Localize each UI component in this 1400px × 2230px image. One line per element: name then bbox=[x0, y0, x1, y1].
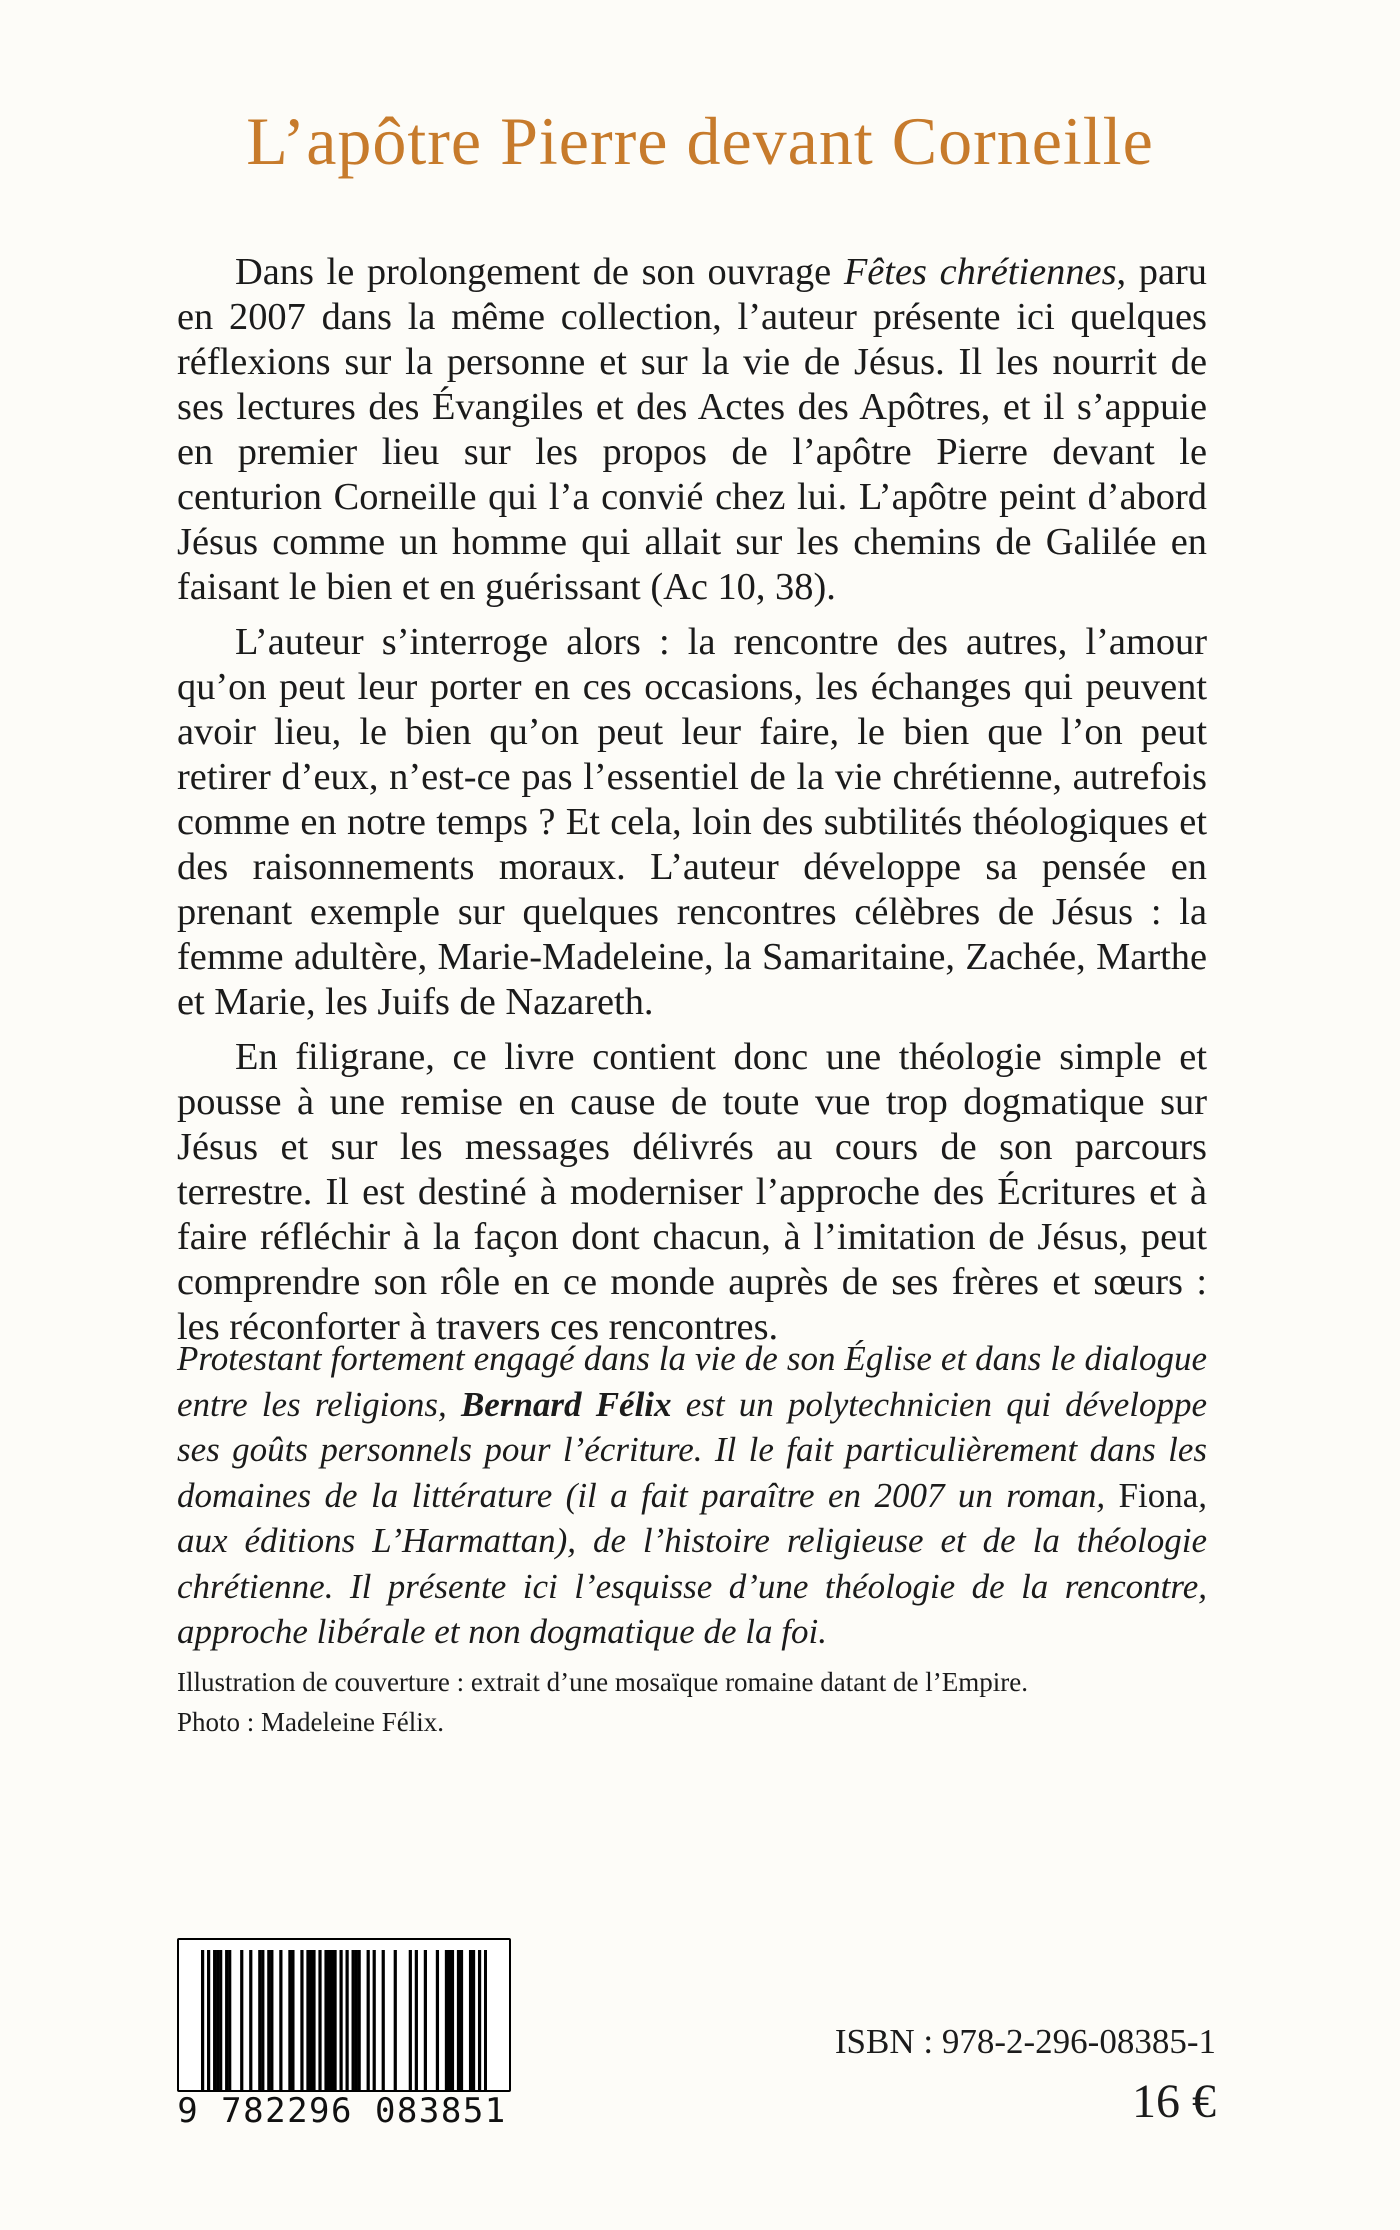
cited-work-title: Fêtes chrétiennes bbox=[843, 251, 1117, 293]
barcode-bar bbox=[394, 1950, 397, 2090]
barcode-bar bbox=[267, 1950, 270, 2090]
barcode-bar bbox=[309, 1950, 312, 2090]
summary bbox=[177, 250, 1207, 1360]
barcode-bar bbox=[261, 1950, 264, 2090]
barcode-bar bbox=[228, 1950, 231, 2090]
barcode-bar bbox=[306, 1950, 309, 2090]
barcode-bar bbox=[457, 1950, 460, 2090]
credits bbox=[177, 1662, 1207, 1742]
barcode-bar bbox=[249, 1950, 252, 2090]
barcode-bar bbox=[409, 1950, 412, 2090]
barcode-bar bbox=[207, 1950, 210, 2090]
barcode-bar bbox=[258, 1950, 261, 2090]
barcode-bar bbox=[415, 1950, 418, 2090]
barcode-bar bbox=[448, 1950, 451, 2090]
barcode-bar bbox=[367, 1950, 370, 2090]
barcode-digits: 9 782296 083851 bbox=[177, 2091, 507, 2131]
photo-credit: Photo : Madeleine Félix. bbox=[177, 1707, 444, 1737]
barcode-bar bbox=[288, 1950, 291, 2090]
summary-paragraph-3: En filigrane, ce livre contient donc une théologie simple et pousse à une remise en cause de toute vue trop dogmatique sur Jésus et sur les messages délivrés au cours de son parcours terrestre. Il est destiné à moderniser l’approche des Écritures et à faire réfléchir à la façon dont chacun, à l’imitation de Jésus, peut comprendre son rôle en ce monde auprès de ses frères et sœurs : les réconforter à travers ces rencontres. bbox=[177, 1036, 1207, 1348]
barcode-bar bbox=[436, 1950, 439, 2090]
novel-title: Fiona bbox=[1118, 1475, 1199, 1515]
barcode-bar bbox=[330, 1950, 333, 2090]
barcode-bar bbox=[445, 1950, 448, 2090]
barcode-bar bbox=[355, 1950, 358, 2090]
barcode-bar bbox=[213, 1950, 216, 2090]
barcode-bar bbox=[451, 1950, 454, 2090]
author-bio: Protestant fortement engagé dans la vie de son Église et dans le dialogue entre les religions, Bernard Félix est un polytechnicien qui développe ses goûts personnels pour l’écriture. Il le fait particulièrement dans les domaines de la littérature (il a fait paraître en 2007 un roman, Fiona, aux éditions L’Harmattan), de l’histoire religieuse et de la théologie chrétienne. Il présente ici l’esquisse d’une théologie de la rencontre, approche libérale et non dogmatique de la foi. bbox=[177, 1339, 1207, 1651]
barcode-bar bbox=[373, 1950, 376, 2090]
barcode-bar bbox=[424, 1950, 427, 2090]
barcode-bar bbox=[358, 1950, 361, 2090]
barcode-bar bbox=[291, 1950, 294, 2090]
barcode-bar bbox=[478, 1950, 481, 2090]
barcode-bar bbox=[339, 1950, 342, 2090]
barcode-bar bbox=[324, 1950, 327, 2090]
barcode-bar bbox=[382, 1950, 385, 2090]
barcode-bar bbox=[460, 1950, 463, 2090]
price: 16 € bbox=[1132, 2075, 1216, 2128]
barcode-bar bbox=[352, 1950, 355, 2090]
barcode bbox=[177, 1938, 511, 2092]
author-name: Bernard Félix bbox=[460, 1384, 672, 1424]
barcode-bar bbox=[333, 1950, 336, 2090]
book-title: L’apôtre Pierre devant Corneille bbox=[246, 103, 1154, 179]
barcode-bar bbox=[225, 1950, 228, 2090]
barcode-bar bbox=[216, 1950, 219, 2090]
barcode-bar bbox=[346, 1950, 349, 2090]
barcode-bar bbox=[270, 1950, 273, 2090]
barcode-bar bbox=[484, 1950, 487, 2090]
barcode-bar bbox=[312, 1950, 315, 2090]
summary-paragraph-1: Dans le prolongement de son ouvrage Fêtes chrétiennes, paru en 2007 dans la même collection, l’auteur présente ici quelques réflexions sur la personne et sur la vie de Jésus. Il les nourrit de ses lectures des Évangiles et des Actes des Apôtres, et il s’appuie en premier lieu sur les propos de l’apôtre Pierre devant le centurion Corneille qui l’a convié chez lui. L’apôtre peint d’abord Jésus comme un homme qui allait sur les chemins de Galilée en faisant le bien et en guérissant (Ac 10, 38). bbox=[177, 251, 1207, 608]
barcode-bar bbox=[240, 1950, 243, 2090]
barcode-bar bbox=[219, 1950, 222, 2090]
isbn: ISBN : 978-2-296-08385-1 bbox=[834, 2022, 1216, 2061]
barcode-bar bbox=[472, 1950, 475, 2090]
barcode-bar bbox=[318, 1950, 321, 2090]
illustration-credit: Illustration de couverture : extrait d’une mosaïque romaine datant de l’Empire. bbox=[177, 1667, 1028, 1697]
barcode-bar bbox=[300, 1950, 303, 2090]
barcode-bar bbox=[469, 1950, 472, 2090]
barcode-bar bbox=[327, 1950, 330, 2090]
barcode-bars bbox=[201, 1950, 487, 2090]
summary-paragraph-2: L’auteur s’interroge alors : la rencontre des autres, l’amour qu’on peut leur porter en ces occasions, les échanges qui peuvent avoir lieu, le bien qu’on peut leur faire, le bien que l’on peut retirer d’eux, n’est-ce pas l’essentiel de la vie chrétienne, autrefois comme en notre temps ? Et cela, loin des subtilités théologiques et des raisonnements moraux. L’auteur développe sa pensée en prenant exemple sur quelques rencontres célèbres de Jésus : la femme adultère, Marie-Madeleine, la Samaritaine, Zachée, Marthe et Marie, les Juifs de Nazareth. bbox=[177, 621, 1207, 1023]
barcode-bar bbox=[279, 1950, 282, 2090]
barcode-bar bbox=[201, 1950, 204, 2090]
